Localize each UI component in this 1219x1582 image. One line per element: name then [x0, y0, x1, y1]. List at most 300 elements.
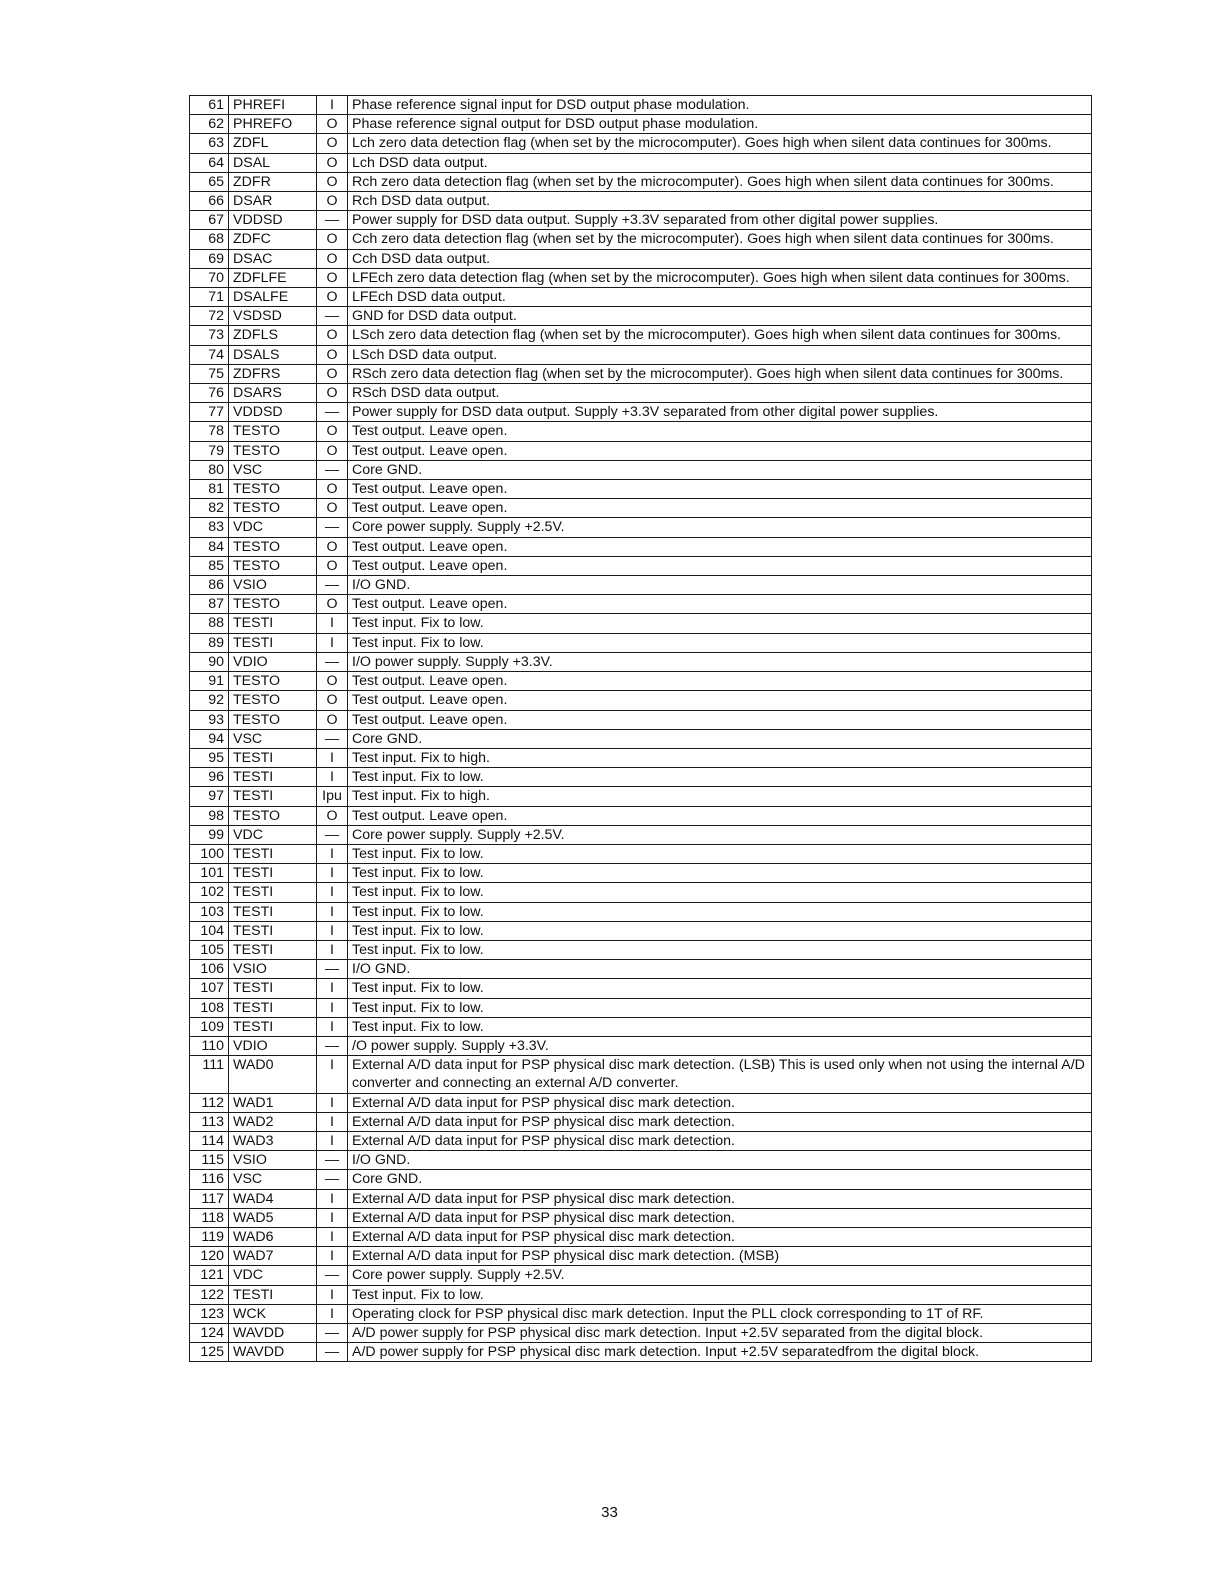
pin-name-cell: VSC [229, 460, 317, 479]
pin-function-cell: Test input. Fix to high. [348, 748, 1092, 767]
table-row [190, 614, 1092, 633]
pin-number-cell: 82 [190, 499, 229, 518]
pin-function-cell: Power supply for DSD data output. Supply +3.3V separated from other digital power supplies. [348, 211, 1092, 230]
pin-io-cell: I [317, 1227, 348, 1246]
pin-number-cell: 66 [190, 192, 229, 211]
pin-function-cell: Rch DSD data output. [348, 192, 1092, 211]
table-row [190, 883, 1092, 902]
pin-name-cell: TESTO [229, 710, 317, 729]
table-row [190, 576, 1092, 595]
pin-io-cell: O [317, 422, 348, 441]
table-row [190, 1112, 1092, 1131]
pin-io-cell: — [317, 403, 348, 422]
pin-number-cell: 72 [190, 307, 229, 326]
pin-io-cell: — [317, 960, 348, 979]
pin-number-cell: 98 [190, 806, 229, 825]
pin-name-cell: TESTO [229, 806, 317, 825]
pin-function-cell: External A/D data input for PSP physical disc mark detection. [348, 1131, 1092, 1150]
pin-function-cell: Test input. Fix to low. [348, 998, 1092, 1017]
pin-io-cell: O [317, 499, 348, 518]
pin-number-cell: 83 [190, 518, 229, 537]
table-row [190, 633, 1092, 652]
pin-name-cell: TESTO [229, 422, 317, 441]
table-row [190, 518, 1092, 537]
pin-function-cell: Test output. Leave open. [348, 691, 1092, 710]
pin-function-cell: I/O GND. [348, 1151, 1092, 1170]
pin-name-cell: VSDSD [229, 307, 317, 326]
pin-io-cell: O [317, 480, 348, 499]
table-row [190, 1017, 1092, 1036]
pin-number-cell: 75 [190, 364, 229, 383]
pin-number-cell: 109 [190, 1017, 229, 1036]
pin-name-cell: WAD3 [229, 1131, 317, 1150]
pin-function-cell: LSch zero data detection flag (when set by the microcomputer). Goes high when silent data continues for 300ms. [348, 326, 1092, 345]
pin-name-cell: WAD7 [229, 1247, 317, 1266]
pin-function-cell: Test output. Leave open. [348, 499, 1092, 518]
pin-name-cell: DSAC [229, 249, 317, 268]
table-row [190, 268, 1092, 287]
pin-function-cell: Power supply for DSD data output. Supply +3.3V separated from other digital power supplies. [348, 403, 1092, 422]
pin-function-cell: External A/D data input for PSP physical disc mark detection. [348, 1189, 1092, 1208]
pin-function-cell: LFEch DSD data output. [348, 288, 1092, 307]
pin-number-cell: 100 [190, 844, 229, 863]
pin-function-cell: Test input. Fix to low. [348, 921, 1092, 940]
pin-function-cell: Test input. Fix to low. [348, 633, 1092, 652]
pin-function-cell: Rch zero data detection flag (when set by the microcomputer). Goes high when silent data continues for 300ms. [348, 172, 1092, 191]
pin-io-cell: I [317, 1093, 348, 1112]
pin-function-cell: Test input. Fix to low. [348, 940, 1092, 959]
table-row [190, 1343, 1092, 1362]
pin-number-cell: 86 [190, 576, 229, 595]
pin-number-cell: 88 [190, 614, 229, 633]
table-row [190, 326, 1092, 345]
pin-name-cell: WCK [229, 1304, 317, 1323]
pin-function-cell: Test input. Fix to low. [348, 979, 1092, 998]
pin-number-cell: 90 [190, 652, 229, 671]
pin-name-cell: ZDFLFE [229, 268, 317, 287]
pin-io-cell: I [317, 1208, 348, 1227]
table-row [190, 1189, 1092, 1208]
pin-io-cell: I [317, 1247, 348, 1266]
table-row [190, 192, 1092, 211]
pin-number-cell: 108 [190, 998, 229, 1017]
pin-name-cell: TESTI [229, 883, 317, 902]
pin-number-cell: 89 [190, 633, 229, 652]
table-row [190, 460, 1092, 479]
table-row [190, 1324, 1092, 1343]
pin-name-cell: TESTO [229, 672, 317, 691]
pin-io-cell: — [317, 576, 348, 595]
pin-function-cell: External A/D data input for PSP physical disc mark detection. [348, 1227, 1092, 1246]
table-row [190, 211, 1092, 230]
pin-number-cell: 117 [190, 1189, 229, 1208]
table-row [190, 537, 1092, 556]
table-row [190, 652, 1092, 671]
pin-number-cell: 79 [190, 441, 229, 460]
pin-function-cell: Test input. Fix to low. [348, 864, 1092, 883]
pin-name-cell: WAD6 [229, 1227, 317, 1246]
pin-io-cell: O [317, 691, 348, 710]
pin-function-cell: External A/D data input for PSP physical disc mark detection. [348, 1112, 1092, 1131]
pin-io-cell: — [317, 1266, 348, 1285]
pin-number-cell: 69 [190, 249, 229, 268]
table-row [190, 249, 1092, 268]
pin-number-cell: 63 [190, 134, 229, 153]
table-row [190, 960, 1092, 979]
pin-name-cell: ZDFLS [229, 326, 317, 345]
table-row [190, 902, 1092, 921]
pin-function-cell: External A/D data input for PSP physical disc mark detection. (MSB) [348, 1247, 1092, 1266]
pin-number-cell: 74 [190, 345, 229, 364]
table-row [190, 307, 1092, 326]
pin-io-cell: — [317, 1170, 348, 1189]
pin-function-cell: External A/D data input for PSP physical disc mark detection. (LSB) This is used only when not using the internal A/D converter and connecting an external A/D converter. [348, 1056, 1092, 1093]
pin-name-cell: TESTO [229, 441, 317, 460]
pin-name-cell: TESTI [229, 768, 317, 787]
pin-number-cell: 125 [190, 1343, 229, 1362]
pin-function-cell: Test input. Fix to low. [348, 902, 1092, 921]
pin-function-cell: Test input. Fix to low. [348, 768, 1092, 787]
pin-function-cell: A/D power supply for PSP physical disc mark detection. Input +2.5V separatedfrom the digital block. [348, 1343, 1092, 1362]
pin-rows [190, 96, 1092, 1362]
pin-number-cell: 99 [190, 825, 229, 844]
pin-function-cell: RSch zero data detection flag (when set by the microcomputer). Goes high when silent data continues for 300ms. [348, 364, 1092, 383]
pin-function-table [189, 95, 1092, 1362]
table-row [190, 230, 1092, 249]
pin-function-cell: External A/D data input for PSP physical disc mark detection. [348, 1208, 1092, 1227]
pin-name-cell: VSIO [229, 1151, 317, 1170]
pin-name-cell: TESTI [229, 633, 317, 652]
pin-function-cell: /O power supply. Supply +3.3V. [348, 1036, 1092, 1055]
pin-number-cell: 124 [190, 1324, 229, 1343]
table-row [190, 172, 1092, 191]
table-row [190, 115, 1092, 134]
pin-io-cell: I [317, 883, 348, 902]
pin-io-cell: O [317, 192, 348, 211]
pin-function-cell: Core GND. [348, 1170, 1092, 1189]
pin-io-cell: O [317, 288, 348, 307]
pin-function-cell: Test input. Fix to low. [348, 883, 1092, 902]
table-row [190, 921, 1092, 940]
pin-number-cell: 64 [190, 153, 229, 172]
table-row [190, 480, 1092, 499]
pin-io-cell: I [317, 921, 348, 940]
pin-function-cell: Test output. Leave open. [348, 480, 1092, 499]
pin-number-cell: 107 [190, 979, 229, 998]
pin-name-cell: DSALFE [229, 288, 317, 307]
pin-function-cell: Core power supply. Supply +2.5V. [348, 1266, 1092, 1285]
pin-name-cell: TESTO [229, 556, 317, 575]
pin-io-cell: O [317, 710, 348, 729]
pin-function-cell: I/O GND. [348, 576, 1092, 595]
page-number: 33 [601, 1504, 618, 1521]
pin-number-cell: 101 [190, 864, 229, 883]
pin-name-cell: WAVDD [229, 1343, 317, 1362]
pin-name-cell: WAD2 [229, 1112, 317, 1131]
pin-function-cell: Test output. Leave open. [348, 710, 1092, 729]
pin-number-cell: 62 [190, 115, 229, 134]
pin-name-cell: VSC [229, 1170, 317, 1189]
pin-io-cell: O [317, 249, 348, 268]
pin-io-cell: O [317, 134, 348, 153]
pin-name-cell: TESTI [229, 748, 317, 767]
table-row [190, 998, 1092, 1017]
pin-function-cell: Test output. Leave open. [348, 595, 1092, 614]
pin-name-cell: TESTI [229, 787, 317, 806]
pin-number-cell: 95 [190, 748, 229, 767]
pin-name-cell: TESTO [229, 595, 317, 614]
pin-io-cell: — [317, 460, 348, 479]
pin-number-cell: 81 [190, 480, 229, 499]
pin-name-cell: ZDFC [229, 230, 317, 249]
table-row [190, 153, 1092, 172]
pin-io-cell: I [317, 748, 348, 767]
pin-io-cell: — [317, 729, 348, 748]
table-row [190, 1056, 1092, 1093]
pin-io-cell: I [317, 979, 348, 998]
pin-name-cell: VDIO [229, 1036, 317, 1055]
pin-number-cell: 110 [190, 1036, 229, 1055]
pin-function-cell: Test input. Fix to low. [348, 1017, 1092, 1036]
pin-number-cell: 94 [190, 729, 229, 748]
pin-number-cell: 61 [190, 96, 229, 115]
pin-io-cell: — [317, 652, 348, 671]
pin-io-cell: I [317, 1056, 348, 1093]
pin-name-cell: ZDFL [229, 134, 317, 153]
pin-io-cell: I [317, 902, 348, 921]
pin-name-cell: TESTI [229, 921, 317, 940]
pin-number-cell: 77 [190, 403, 229, 422]
table-row [190, 691, 1092, 710]
pin-function-cell: Lch zero data detection flag (when set by the microcomputer). Goes high when silent data continues for 300ms. [348, 134, 1092, 153]
pin-name-cell: DSALS [229, 345, 317, 364]
pin-number-cell: 76 [190, 384, 229, 403]
pin-name-cell: WAVDD [229, 1324, 317, 1343]
table-row [190, 288, 1092, 307]
table-row [190, 940, 1092, 959]
pin-number-cell: 119 [190, 1227, 229, 1246]
pin-number-cell: 103 [190, 902, 229, 921]
pin-number-cell: 118 [190, 1208, 229, 1227]
pin-name-cell: VDC [229, 825, 317, 844]
pin-name-cell: VSIO [229, 576, 317, 595]
pin-io-cell: I [317, 614, 348, 633]
pin-name-cell: VDIO [229, 652, 317, 671]
pin-name-cell: WAD1 [229, 1093, 317, 1112]
pin-number-cell: 71 [190, 288, 229, 307]
table-row [190, 806, 1092, 825]
table-row [190, 595, 1092, 614]
pin-io-cell: — [317, 825, 348, 844]
pin-function-cell: Cch DSD data output. [348, 249, 1092, 268]
table-row [190, 403, 1092, 422]
pin-io-cell: O [317, 364, 348, 383]
pin-function-cell: Lch DSD data output. [348, 153, 1092, 172]
table-row [190, 384, 1092, 403]
pin-io-cell: Ipu [317, 787, 348, 806]
pin-name-cell: TESTI [229, 864, 317, 883]
pin-function-cell: Core GND. [348, 729, 1092, 748]
pin-io-cell: I [317, 844, 348, 863]
pin-io-cell: I [317, 940, 348, 959]
pin-io-cell: I [317, 1304, 348, 1323]
pin-io-cell: — [317, 211, 348, 230]
pin-name-cell: TESTI [229, 998, 317, 1017]
table-row [190, 422, 1092, 441]
table-row [190, 1170, 1092, 1189]
pin-io-cell: — [317, 1151, 348, 1170]
table-row [190, 499, 1092, 518]
pin-io-cell: — [317, 1324, 348, 1343]
table-row [190, 710, 1092, 729]
table-row [190, 729, 1092, 748]
pin-number-cell: 73 [190, 326, 229, 345]
pin-name-cell: VSIO [229, 960, 317, 979]
pin-number-cell: 96 [190, 768, 229, 787]
pin-io-cell: O [317, 672, 348, 691]
pin-io-cell: I [317, 864, 348, 883]
pin-name-cell: WAD0 [229, 1056, 317, 1093]
pin-function-cell: RSch DSD data output. [348, 384, 1092, 403]
pin-function-cell: A/D power supply for PSP physical disc mark detection. Input +2.5V separated from the digital block. [348, 1324, 1092, 1343]
pin-name-cell: DSARS [229, 384, 317, 403]
pin-io-cell: O [317, 230, 348, 249]
table-row [190, 1304, 1092, 1323]
pin-name-cell: VSC [229, 729, 317, 748]
pin-number-cell: 105 [190, 940, 229, 959]
pin-io-cell: O [317, 326, 348, 345]
pin-io-cell: O [317, 537, 348, 556]
pin-number-cell: 84 [190, 537, 229, 556]
pin-name-cell: PHREFO [229, 115, 317, 134]
pin-name-cell: TESTI [229, 844, 317, 863]
pin-number-cell: 65 [190, 172, 229, 191]
pin-number-cell: 93 [190, 710, 229, 729]
pin-io-cell: O [317, 268, 348, 287]
pin-io-cell: I [317, 96, 348, 115]
pin-function-cell: Test output. Leave open. [348, 441, 1092, 460]
pin-name-cell: TESTI [229, 1285, 317, 1304]
pin-number-cell: 123 [190, 1304, 229, 1323]
table-row [190, 768, 1092, 787]
pin-io-cell: O [317, 806, 348, 825]
pin-name-cell: TESTO [229, 480, 317, 499]
table-row [190, 1227, 1092, 1246]
pin-name-cell: ZDFRS [229, 364, 317, 383]
pin-function-cell: External A/D data input for PSP physical disc mark detection. [348, 1093, 1092, 1112]
table-row [190, 96, 1092, 115]
pin-name-cell: TESTI [229, 940, 317, 959]
pin-name-cell: TESTO [229, 691, 317, 710]
pin-function-cell: LSch DSD data output. [348, 345, 1092, 364]
pin-function-cell: LFEch zero data detection flag (when set by the microcomputer). Goes high when silent data continues for 300ms. [348, 268, 1092, 287]
pin-name-cell: VDC [229, 1266, 317, 1285]
pin-number-cell: 80 [190, 460, 229, 479]
pin-io-cell: — [317, 518, 348, 537]
pin-number-cell: 113 [190, 1112, 229, 1131]
pin-io-cell: I [317, 1017, 348, 1036]
pin-io-cell: I [317, 1285, 348, 1304]
table-row [190, 1036, 1092, 1055]
pin-number-cell: 70 [190, 268, 229, 287]
table-row [190, 556, 1092, 575]
pin-number-cell: 68 [190, 230, 229, 249]
pin-function-cell: Core power supply. Supply +2.5V. [348, 825, 1092, 844]
pin-function-cell: Test input. Fix to low. [348, 1285, 1092, 1304]
pin-number-cell: 112 [190, 1093, 229, 1112]
pin-function-cell: GND for DSD data output. [348, 307, 1092, 326]
pin-number-cell: 67 [190, 211, 229, 230]
table-row [190, 1131, 1092, 1150]
pin-number-cell: 111 [190, 1056, 229, 1093]
table-row [190, 441, 1092, 460]
pin-function-cell: Test input. Fix to low. [348, 614, 1092, 633]
pin-name-cell: WAD5 [229, 1208, 317, 1227]
pin-io-cell: I [317, 998, 348, 1017]
pin-io-cell: — [317, 1343, 348, 1362]
table-row [190, 825, 1092, 844]
pin-number-cell: 115 [190, 1151, 229, 1170]
pin-number-cell: 121 [190, 1266, 229, 1285]
pin-name-cell: WAD4 [229, 1189, 317, 1208]
pin-io-cell: I [317, 1131, 348, 1150]
pin-number-cell: 97 [190, 787, 229, 806]
pin-number-cell: 122 [190, 1285, 229, 1304]
pin-name-cell: VDDSD [229, 403, 317, 422]
pin-name-cell: TESTI [229, 614, 317, 633]
table-row [190, 345, 1092, 364]
pin-io-cell: O [317, 115, 348, 134]
pin-io-cell: I [317, 768, 348, 787]
pin-io-cell: O [317, 345, 348, 364]
pin-io-cell: O [317, 172, 348, 191]
table-row [190, 748, 1092, 767]
pin-io-cell: I [317, 1112, 348, 1131]
table-row [190, 134, 1092, 153]
table-row [190, 787, 1092, 806]
pin-number-cell: 92 [190, 691, 229, 710]
pin-number-cell: 114 [190, 1131, 229, 1150]
pin-number-cell: 106 [190, 960, 229, 979]
pin-io-cell: — [317, 1036, 348, 1055]
pin-function-cell: Phase reference signal output for DSD output phase modulation. [348, 115, 1092, 134]
table-row [190, 844, 1092, 863]
pin-function-cell: Test output. Leave open. [348, 556, 1092, 575]
pin-name-cell: VDDSD [229, 211, 317, 230]
pin-function-cell: Core GND. [348, 460, 1092, 479]
table-row [190, 1247, 1092, 1266]
pin-name-cell: TESTO [229, 499, 317, 518]
pin-io-cell: O [317, 153, 348, 172]
table-row [190, 1266, 1092, 1285]
pin-name-cell: TESTI [229, 1017, 317, 1036]
pin-name-cell: VDC [229, 518, 317, 537]
pin-name-cell: PHREFI [229, 96, 317, 115]
pin-function-cell: I/O GND. [348, 960, 1092, 979]
pin-function-cell: Test output. Leave open. [348, 806, 1092, 825]
table-row [190, 672, 1092, 691]
pin-function-cell: Phase reference signal input for DSD output phase modulation. [348, 96, 1092, 115]
pin-number-cell: 85 [190, 556, 229, 575]
pin-number-cell: 91 [190, 672, 229, 691]
table-row [190, 1208, 1092, 1227]
table-row [190, 1285, 1092, 1304]
pin-name-cell: ZDFR [229, 172, 317, 191]
table-row [190, 979, 1092, 998]
pin-io-cell: I [317, 1189, 348, 1208]
table-row [190, 364, 1092, 383]
pin-name-cell: TESTO [229, 537, 317, 556]
